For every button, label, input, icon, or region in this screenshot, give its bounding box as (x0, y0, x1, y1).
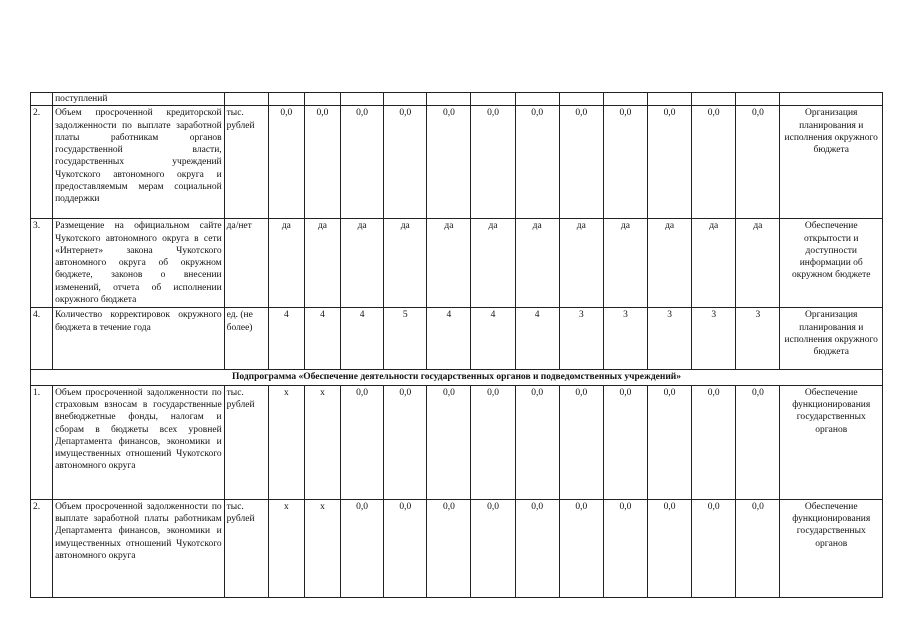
row-number: 2. (31, 499, 53, 597)
row-value: 0,0 (268, 106, 304, 219)
table-row (31, 385, 883, 499)
row-description: Объем просроченной задолженности по выплате заработной платы работникам Департамента финансов, экономики и имущественных отношений Чукотского автономного округа (53, 499, 225, 597)
row-unit: да/нет (224, 219, 268, 308)
row-value: 0,0 (648, 106, 692, 219)
row-value: 0,0 (736, 106, 780, 219)
row-description: Количество корректировок окружного бюджета в течение года (53, 308, 225, 370)
row-value: 0,0 (341, 106, 384, 219)
row-value: 0,0 (648, 385, 692, 499)
empty-cell (780, 93, 883, 106)
row-value: 0,0 (559, 499, 603, 597)
row-number-cell (31, 93, 53, 106)
row-value: да (341, 219, 384, 308)
row-value: да (471, 219, 515, 308)
row-value: 4 (515, 308, 559, 370)
row-value: 0,0 (384, 385, 427, 499)
row-value: 0,0 (603, 499, 647, 597)
row-value: 0,0 (427, 385, 471, 499)
table-row (31, 219, 883, 308)
row-value: 0,0 (384, 106, 427, 219)
row-value: да (736, 219, 780, 308)
row-value: 3 (603, 308, 647, 370)
row-value: 5 (384, 308, 427, 370)
row-value: 0,0 (341, 499, 384, 597)
row-note: Обеспечение функционирования государственных органов (780, 499, 883, 597)
row-number: 4. (31, 308, 53, 370)
empty-cell (471, 93, 515, 106)
row-value: 3 (648, 308, 692, 370)
row-unit: тыс. рублей (224, 106, 268, 219)
empty-cell (603, 93, 647, 106)
row-value: х (304, 385, 340, 499)
row-note: Организация планирования и исполнения окружного бюджета (780, 106, 883, 219)
row-value: 4 (471, 308, 515, 370)
row-value: 4 (341, 308, 384, 370)
row-value: 0,0 (304, 106, 340, 219)
row-note: Обеспечение функционирования государственных органов (780, 385, 883, 499)
row-value: 0,0 (559, 385, 603, 499)
row-value: х (304, 499, 340, 597)
row-value: да (427, 219, 471, 308)
row-value: 0,0 (384, 499, 427, 597)
row-number: 2. (31, 106, 53, 219)
empty-cell (692, 93, 736, 106)
table-row (31, 499, 883, 597)
row-value: 0,0 (471, 385, 515, 499)
row-value: х (268, 385, 304, 499)
row-value: да (648, 219, 692, 308)
row-number: 3. (31, 219, 53, 308)
row-value: х (268, 499, 304, 597)
row-value: да (603, 219, 647, 308)
row-unit: ед. (не более) (224, 308, 268, 370)
row-value: 3 (559, 308, 603, 370)
empty-cell (515, 93, 559, 106)
row-value: 0,0 (736, 499, 780, 597)
row-value: 0,0 (427, 499, 471, 597)
indicators-table (30, 92, 883, 598)
empty-cell (384, 93, 427, 106)
row-value: да (304, 219, 340, 308)
row-value: да (268, 219, 304, 308)
row-value: 0,0 (341, 385, 384, 499)
empty-cell (648, 93, 692, 106)
empty-cell (304, 93, 340, 106)
empty-cell (736, 93, 780, 106)
table-row-continued (31, 93, 883, 106)
row-value: 0,0 (692, 385, 736, 499)
subprogram-title: Подпрограмма «Обеспечение деятельности государственных органов и подведомственных учреждений» (31, 370, 883, 385)
empty-cell (268, 93, 304, 106)
row-value: 0,0 (692, 499, 736, 597)
empty-cell (427, 93, 471, 106)
row-description: Объем просроченной кредиторской задолженности по выплате заработной платы работникам органов государственной власти, государственных учреждений Чукотского автономного округа и предоставляемым мерам социальной поддержки (53, 106, 225, 219)
row-description: поступлений (53, 93, 225, 106)
row-value: да (384, 219, 427, 308)
empty-cell (224, 93, 268, 106)
row-value: 0,0 (692, 106, 736, 219)
row-value: 0,0 (471, 106, 515, 219)
row-value: 0,0 (603, 106, 647, 219)
row-value: 4 (268, 308, 304, 370)
row-description: Объем просроченной задолженности по страховым взносам в государственные внебюджетные фонды, налогам и сборам в бюджеты всех уровней Департамента финансов, экономики и имущественных отношений Чукотского автономного округа (53, 385, 225, 499)
row-value: 4 (304, 308, 340, 370)
row-value: 0,0 (427, 106, 471, 219)
row-note: Организация планирования и исполнения окружного бюджета (780, 308, 883, 370)
row-value: 0,0 (515, 106, 559, 219)
row-unit: тыс. рублей (224, 499, 268, 597)
row-value: 0,0 (648, 499, 692, 597)
row-value: 0,0 (515, 385, 559, 499)
table-row (31, 106, 883, 219)
row-value: 4 (427, 308, 471, 370)
row-value: да (515, 219, 559, 308)
row-value: 0,0 (603, 385, 647, 499)
table-row (31, 308, 883, 370)
row-unit: тыс. рублей (224, 385, 268, 499)
row-value: 3 (736, 308, 780, 370)
row-note: Обеспечение открытости и доступности информации об окружном бюджете (780, 219, 883, 308)
row-value: 0,0 (559, 106, 603, 219)
row-value: да (559, 219, 603, 308)
subprogram-row (31, 370, 883, 385)
row-description: Размещение на официальном сайте Чукотского автономного округа в сети «Интернет» закона Чукотского автономного округа об окружном бюджете, законов о внесении изменений, отчета об исполнении окружного бюджета (53, 219, 225, 308)
row-number: 1. (31, 385, 53, 499)
row-value: да (692, 219, 736, 308)
row-value: 3 (692, 308, 736, 370)
row-value: 0,0 (471, 499, 515, 597)
empty-cell (341, 93, 384, 106)
row-value: 0,0 (515, 499, 559, 597)
row-value: 0,0 (736, 385, 780, 499)
empty-cell (559, 93, 603, 106)
